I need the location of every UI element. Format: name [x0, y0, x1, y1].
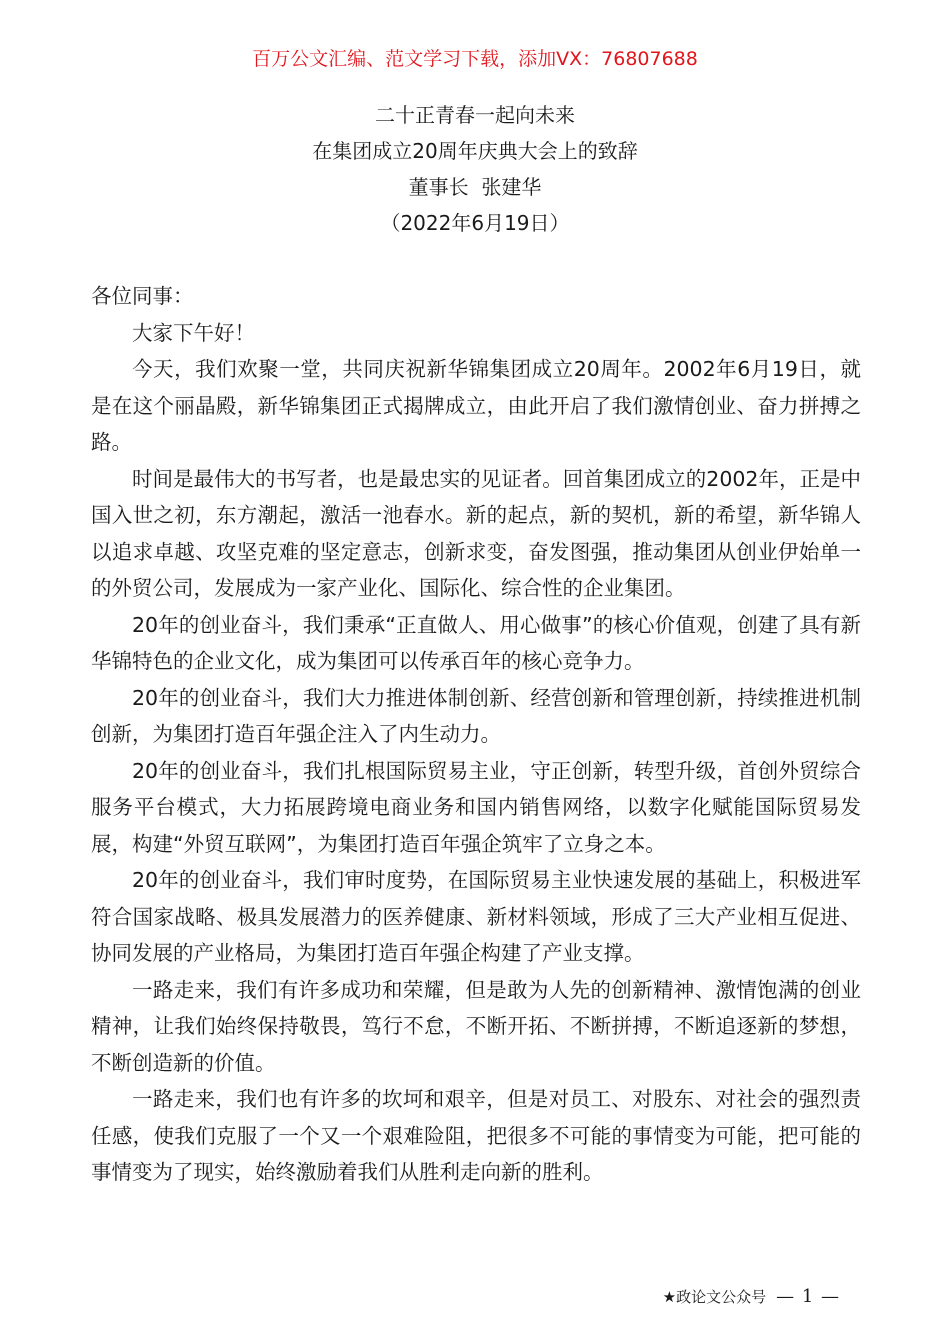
paragraph: 20年的创业奋斗，我们大力推进体制创新、经营创新和管理创新，持续推进机制创新，为集团打造百年强企注入了内生动力。: [91, 685, 861, 746]
date-line: （2022年6月19日）: [380, 211, 570, 235]
paragraph: 大家下午好！: [132, 320, 255, 345]
title-block: [0, 97, 950, 241]
salutation: 各位同事：: [91, 284, 194, 308]
paragraph: 一路走来，我们也有许多的坎坷和艰辛，但是对员工、对股东、对社会的强烈责任感，使我们克服了一个又一个艰难险阻，把很多不可能的事情变为可能，把可能的事情变为了现实，始终激励着我们从胜利走向新的胜利。: [91, 1087, 861, 1184]
document-subtitle: 在集团成立20周年庆典大会上的致辞: [312, 139, 638, 163]
speaker-line: 董事长 张建华: [408, 175, 542, 199]
paragraph: 时间是最伟大的书写者，也是最忠实的见证者。回首集团成立的2002年，正是中国入世之初，东方潮起，激活一池春水。新的起点，新的契机，新的希望，新华锦人以追求卓越、攻坚克难的坚定意志，创新求变，奋发图强，推动集团从创业伊始单一的外贸公司，发展成为一家产业化、国际化、综合性的企业集团。: [91, 466, 861, 600]
document-title: 二十正青春一起向未来: [375, 103, 575, 127]
paragraph: 一路走来，我们有许多成功和荣耀，但是敢为人先的创新精神、激情饱满的创业精神，让我们始终保持敬畏，笃行不怠，不断开拓、不断拼搏，不断追逐新的梦想，不断创造新的价值。: [91, 977, 861, 1075]
header-banner: 百万公文汇编、范文学习下载，添加VX：76807688: [252, 48, 698, 70]
paragraph: 20年的创业奋斗，我们审时度势，在国际贸易主业快速发展的基础上，积极进军符合国家战略、极具发展潜力的医养健康、新材料领域，形成了三大产业相互促进、协同发展的产业格局，为集团打造百年强企构建了产业支撑。: [91, 868, 861, 965]
page-footer: [663, 1282, 840, 1312]
paragraph: 今天，我们欢聚一堂，共同庆祝新华锦集团成立20周年。2002年6月19日，就是在这个丽晶殿，新华锦集团正式揭牌成立，由此开启了我们激情创业、奋力拼搏之路。: [91, 357, 861, 454]
paragraph: 20年的创业奋斗，我们扎根国际贸易主业，守正创新，转型升级，首创外贸综合服务平台模式，大力拓展跨境电商业务和国内销售网络，以数字化赋能国际贸易发展，构建“外贸互联网”，为集团打造百年强企筑牢了立身之本。: [91, 758, 861, 856]
speech-body: [91, 278, 861, 1191]
paragraph: 20年的创业奋斗，我们秉承“正直做人、用心做事”的核心价值观，创建了具有新华锦特色的企业文化，成为集团可以传承百年的核心竞争力。: [91, 612, 861, 673]
footer-source: ★政论文公众号: [662, 1288, 767, 1306]
page-number: — 1 —: [776, 1286, 840, 1307]
